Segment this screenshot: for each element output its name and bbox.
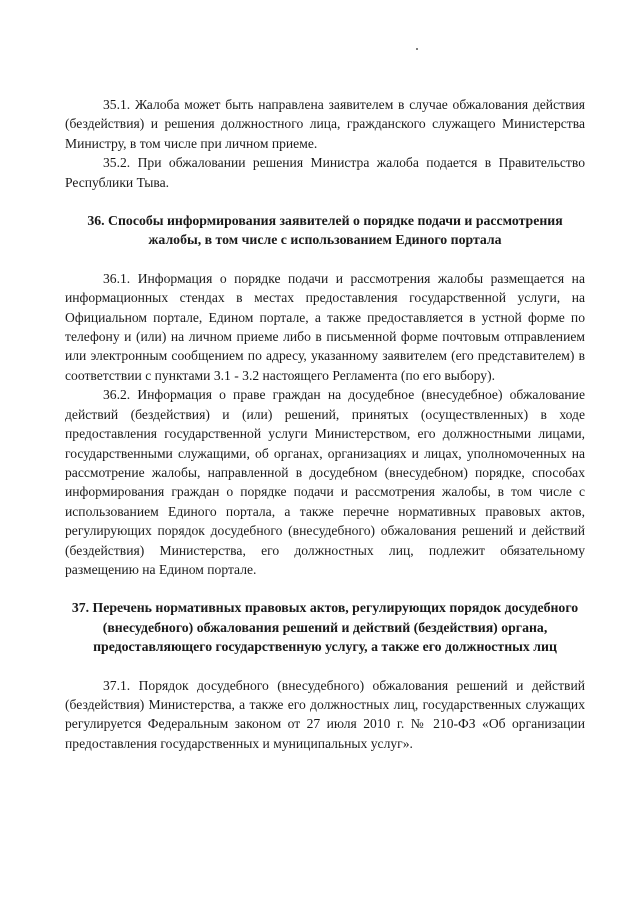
- spacer: [65, 192, 585, 211]
- spacer: [65, 657, 585, 676]
- paragraph-36-1: 36.1. Информация о порядке подачи и рассмотрения жалобы размещается на информационных стендах в местах предоставления государственной услуги, на Официальном портале, Едином портале, а также предоставляется в устной форме по телефону и (или) на личном приеме либо в письменной форме почтовым отправлением или электронным сообщением по адресу, указанному заявителем (его представителем) в соответствии с пунктами 3.1 - 3.2 настоящего Регламента (по его выбору).: [65, 270, 585, 383]
- paragraph-37-1: 37.1. Порядок досудебного (внесудебного) обжалования решений и действий (бездействия) Министерства, а также его должностных лиц, государственных служащих регулируется Федеральным законом от 27 июля 2010 г. № 210-ФЗ «Об организации предоставления государственных и муниципальных услуг».: [65, 677, 585, 751]
- scan-speck: [416, 48, 418, 50]
- section-heading-37: 37. Перечень нормативных правовых актов, регулирующих порядок досудебного (внесудебного) обжалования решений и действий (бездействия) органа, предоставляющего государственную услугу, а также его должностных лиц: [71, 600, 579, 655]
- paragraph-35-1: 35.1. Жалоба может быть направлена заявителем в случае обжалования действия (бездействия) и решения должностного лица, гражданского служащего Министерства Министру, в том числе при личном приеме.: [65, 97, 585, 151]
- document-page: [65, 95, 585, 753]
- paragraph-35-2: 35.2. При обжаловании решения Министра жалоба подается в Правительство Республики Тыва.: [65, 155, 585, 190]
- section-heading-36: 36. Способы информирования заявителей о порядке подачи и рассмотрения жалобы, в том числе с использованием Единого портала: [87, 213, 563, 248]
- spacer: [65, 250, 585, 269]
- paragraph-36-2: 36.2. Информация о праве граждан на досудебное (внесудебное) обжалование действий (бездействия) и (или) решений, принятых (осуществленных) в ходе предоставления государственной услуги Министерством, его должностными лицами, государственными служащими, об органах, организациях и лицах, уполномоченных на рассмотрение жалобы, направленной в досудебном (внесудебном) порядке, способах информирования граждан о порядке подачи и рассмотрения жалобы, в том числе с использованием Единого портала, а также перечне нормативных правовых актов, регулирующих порядок досудебного (внесудебного) обжалования решений и действий (бездействия) Министерства, его должностных лиц, подлежит обязательному размещению на Едином портале.: [65, 387, 585, 577]
- spacer: [65, 579, 585, 598]
